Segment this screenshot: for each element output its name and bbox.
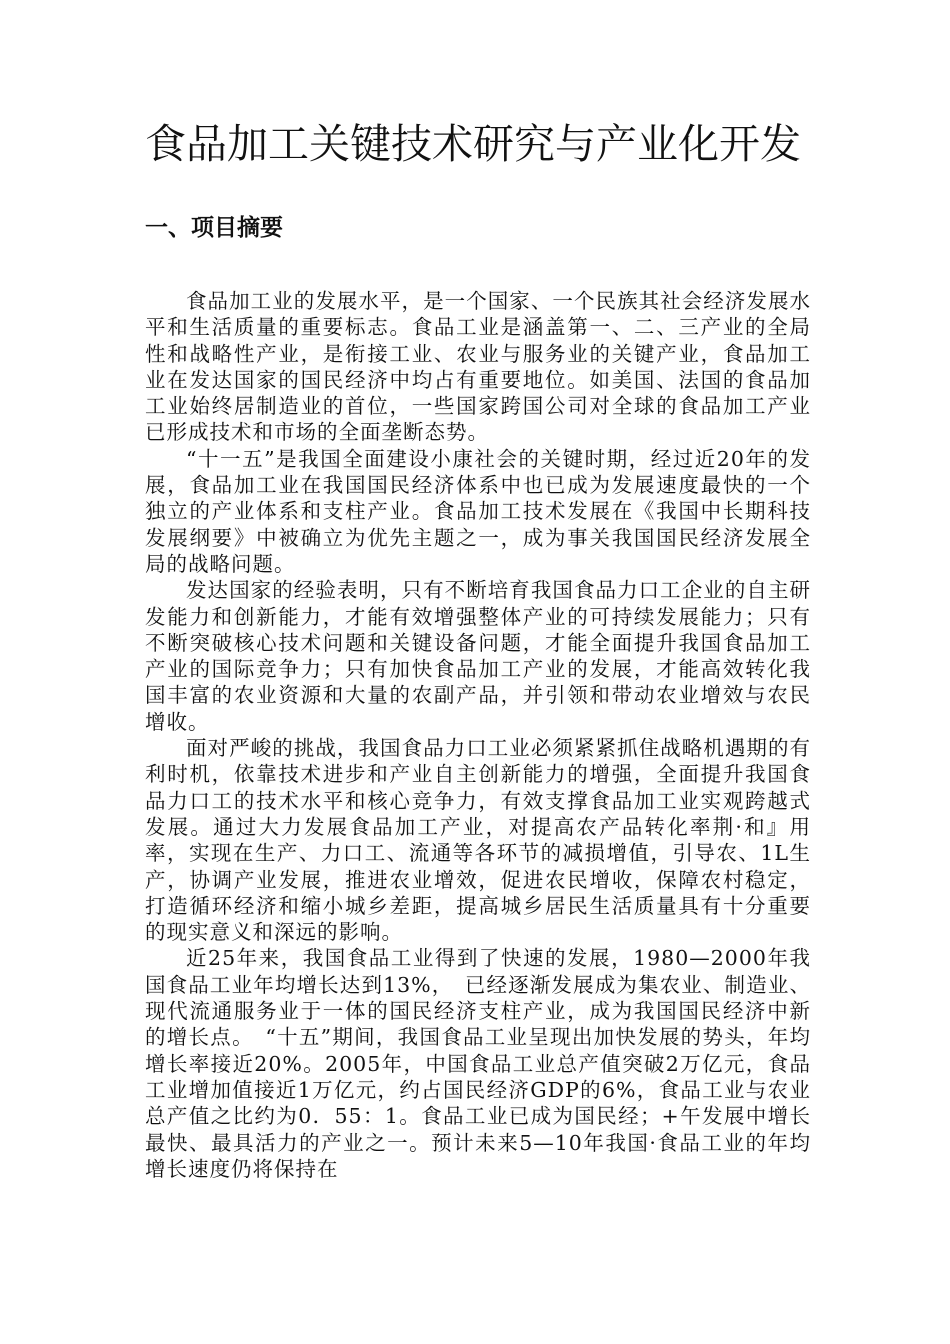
paragraph: “十一五”是我国全面建设小康社会的关键时期，经过近20年的发展，食品加工业在我国国民经济体系中也已成为发展速度最快的一个独立的产业体系和支柱产业。食品加工技术发展在《我国中长期科技发展纲要》中被确立为优先主题之一，成为事关我国国民经济发展全局的战略问题。 xyxy=(145,446,811,576)
paragraph: 近25年来，我国食品工业得到了快速的发展，1980—2000年我国食品工业年均增长达到13%， 已经逐渐发展成为集农业、制造业、现代流通服务业于一体的国民经济支柱产业，成为我国国民经济中新的增长点。 “十五”期间，我国食品工业呈现出加快发展的势头，年均增长率接近20%。2005年，中国食品工业总产值突破2万亿元，食品工业增加值接近1万亿元，约占国民经济GDP的6%，食品工业与农业总产值之比约为0．55：1。食品工业已成为国民经；+午发展中增长最快、最具活力的产业之一。预计未来5—10年我国·食品工业的年均增长速度仍将保持在 xyxy=(145,946,811,1181)
paragraph: 发达国家的经验表明，只有不断培育我国食品力口工企业的自主研发能力和创新能力，才能有效增强整体产业的可持续发展能力；只有不断突破核心技术问题和关键设备问题，才能全面提升我国食品加工产业的国际竞争力；只有加快食品加工产业的发展，才能高效转化我国丰富的农业资源和大量的农副产品，并引领和带动农业增效与农民增收。 xyxy=(145,578,811,734)
paragraph: 食品加工业的发展水平，是一个国家、一个民族其社会经济发展水平和生活质量的重要标志。食品工业是涵盖第一、二、三产业的全局性和战略性产业，是衔接工业、农业与服务业的关键产业，食品加工业在发达国家的国民经济中均占有重要地位。如美国、法国的食品加工业始终居制造业的首位，一些国家跨国公司对全球的食品加工产业已形成技术和市场的全面垄断态势。 xyxy=(145,289,811,445)
document-title: 食品加工关键技术研究与产业化开发 xyxy=(145,120,801,168)
section-heading: 一、项目摘要 xyxy=(145,215,283,241)
paragraph: 面对严峻的挑战，我国食品力口工业必须紧紧抓住战略机遇期的有利时机，依靠技术进步和产业自主创新能力的增强，全面提升我国食品力口工的技术水平和核心竞争力，有效支撑食品加工业实观跨越式发展。通过大力发展食品加工产业，对提高农产品转化率荆·和』用率，实现在生产、力口工、流通等各环节的减损增值，引导农、1L生产，协调产业发展，推进农业增效，促进农民增收，保障农村稳定，打造循环经济和缩小城乡差距，提高城乡居民生活质量具有十分重要的现实意义和深远的影响。 xyxy=(145,736,811,945)
section-body xyxy=(145,288,811,1182)
